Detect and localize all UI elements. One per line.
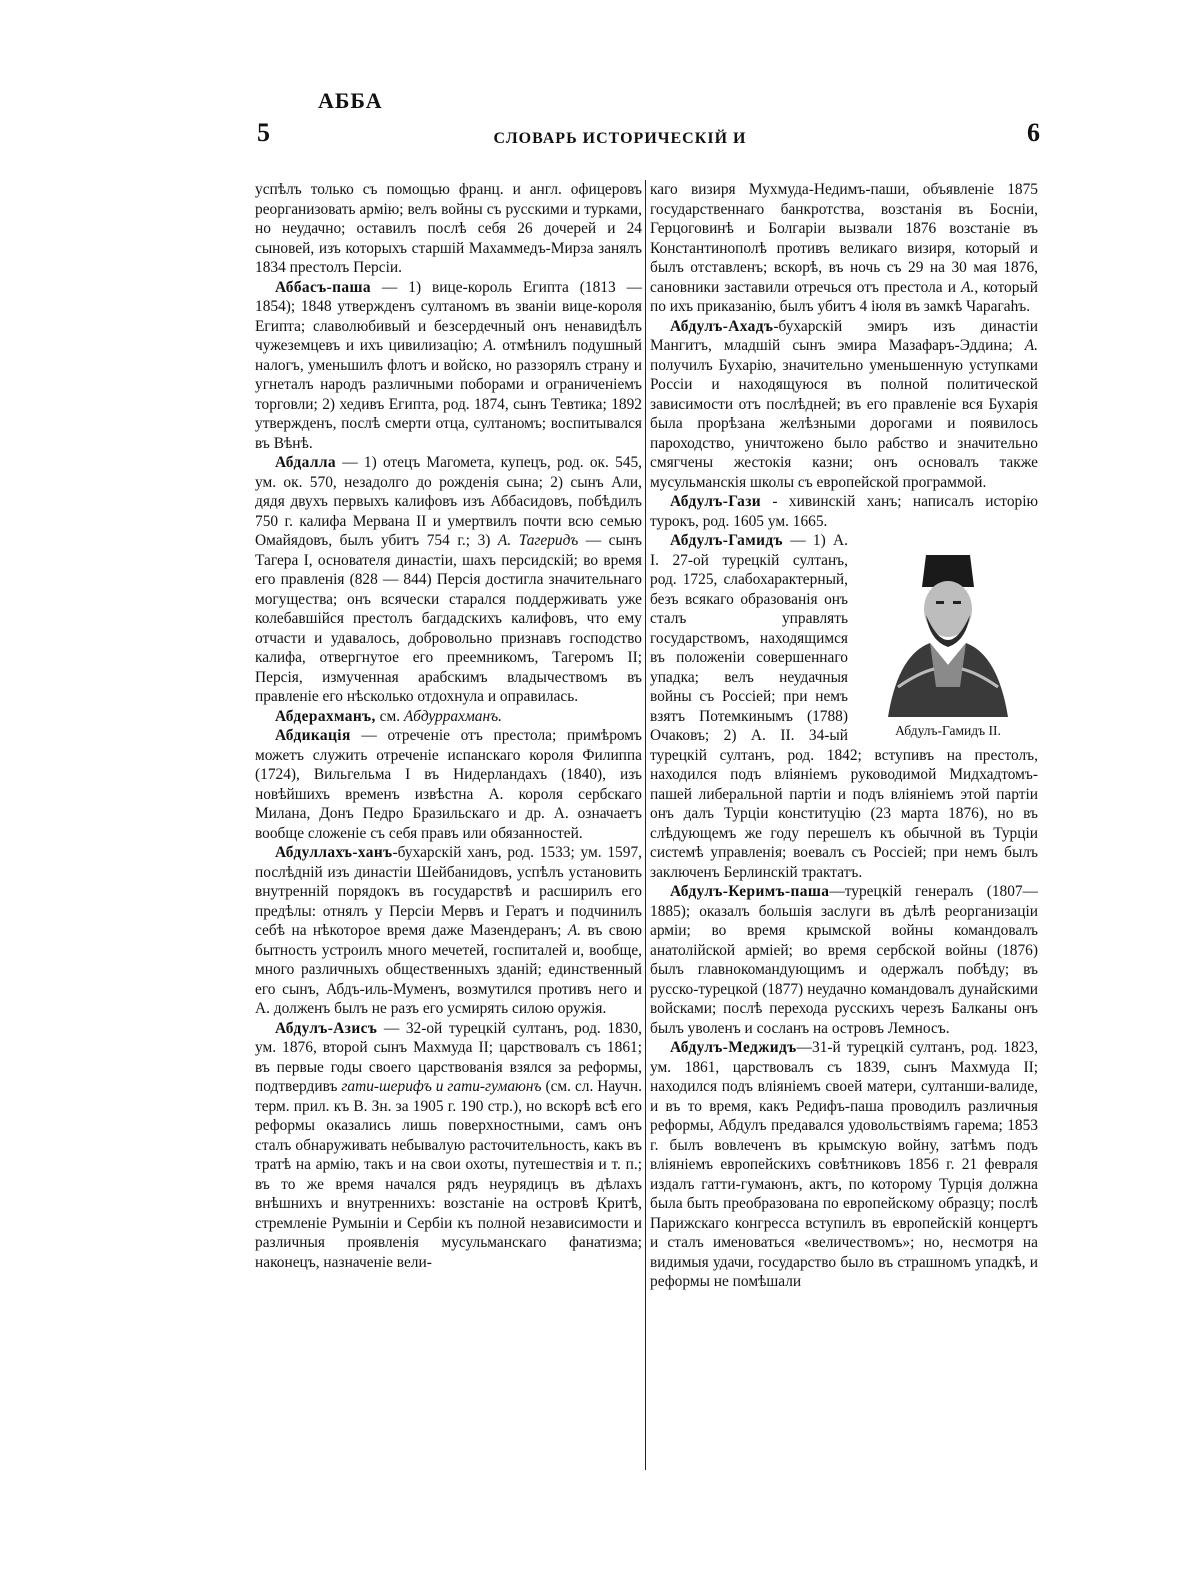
entry-text: въ свою бытность устроилъ много мечетей, госпиталей и, вообще, много различныхъ общественныхъ зданій; единственный его сынъ, Абдъ-иль-Муменъ, возмутился противъ него и А. долженъ былъ не разъ его усмирять силою оружія. bbox=[255, 922, 642, 1017]
entry-text: — отреченіе отъ престола; примѣромъ можетъ служить отреченіе испанскаго короля Филиппа (1724), Вильгельма I въ Нидерландахъ (1840), изъ новѣйшихъ временъ извѣстна А. короля сербскаго Милана, Донъ Педро Бразильскаго и др. А. означаетъ вообще сложеніе съ себя правъ или обязанностей. bbox=[255, 727, 642, 842]
headword: Аббасъ-паша bbox=[275, 278, 371, 296]
entry-abbrev: А. bbox=[1024, 337, 1038, 354]
right-column bbox=[650, 180, 1038, 1480]
column-divider bbox=[645, 180, 646, 1470]
entry-text: - хивинскій ханъ; написалъ исторію турокъ, род. 1605 ум. 1665. bbox=[650, 493, 1038, 530]
entry-text: — 32-ой турецкій султанъ, род. 1830, ум. 1876, второй сынъ Махмуда II; царствовалъ съ 1861; въ первые годы своего царствованія взялся за реформы, подтвердивъ bbox=[255, 1019, 642, 1095]
entry-text: см. bbox=[375, 707, 404, 725]
entry-abdul-ahad bbox=[650, 317, 1038, 493]
entry-abdul-kerim-pasha bbox=[650, 882, 1038, 1038]
entry-abderahman bbox=[255, 707, 642, 727]
headword: Абдуллахъ-ханъ bbox=[275, 844, 393, 861]
entry-continuation bbox=[650, 180, 1038, 317]
portrait-engraving-icon bbox=[868, 537, 1028, 717]
entry-text: -бухарскій эмиръ изъ династіи Мангитъ, младшій сынъ эмира Мазафаръ-Эддина; bbox=[650, 317, 1038, 354]
headword: Абдикація bbox=[275, 727, 351, 744]
entry-text: — сынъ Тагера I, основателя династіи, шахъ персидскій; во время его правленія (828 — 844) Персія достигла значительнаго могущества; онъ всячески старался поддерживать уже колебавшійся престолъ багдадскихъ калифовъ, что ему отчасти и удавалось, добровольно признавъ господство калифа, отвергнутое его преемникомъ, Тагеромъ II; Персія, измученная арабскимъ владычествомъ въ правленіе его нѣсколько отдохнула и оправилась. bbox=[255, 532, 642, 705]
headword: Абдулъ-Гамидъ bbox=[670, 532, 783, 549]
headword: Абдулъ-Керимъ-паша bbox=[670, 883, 830, 900]
entry-italic: гати-шерифъ и гати-гумаюнъ bbox=[341, 1078, 542, 1095]
cross-reference: Абдуррахманъ. bbox=[403, 707, 502, 725]
headword: Абдулъ-Ахадъ bbox=[670, 317, 774, 335]
entry-abbrev: А. bbox=[483, 337, 497, 354]
portrait-caption: Абдулъ-Гамидъ II. bbox=[895, 723, 1001, 738]
entry-text: получилъ Бухарію, значительно уменьшенную уступками Россіи и находящуюся въ полной политической зависимости отъ послѣдней; въ его правленіе вся Бухарія была прорѣзана желѣзными дорогами и появилось пароходство, уничтожено было рабство и значительно смягчены жестокія казни; онъ основалъ также мусульманскія школы съ европейской программой. bbox=[650, 356, 1038, 491]
entry-text: -бухарскій ханъ, род. 1533; ум. 1597, послѣдній изъ династіи Шейбанидовъ, успѣлъ установить внутренній порядокъ въ государствѣ и расширилъ его предѣлы: отнялъ у Персіи Мервъ и Гератъ и подчинилъ себѣ на нѣкоторое время даже Мазендеранъ; bbox=[255, 844, 642, 939]
entry-abbrev: А. bbox=[567, 922, 582, 939]
entry-text: каго визиря Мухмуда-Недимъ-паши, объявленіе 1875 государственнаго банкротства, возстанія въ Босніи, Герцоговинѣ и Болгаріи вызвали 1876 возстаніе въ Константинополѣ противъ великаго визиря, который и былъ отставленъ; вскорѣ, въ ночь съ 29 на 30 мая 1876, сановники заставили отречься отъ престола и bbox=[650, 181, 1038, 296]
running-head: АББА bbox=[318, 88, 383, 113]
entry-text: — 1) отецъ Магомета, купецъ, род. ок. 545, ум. ок. 570, незадолго до рожденія сына; 2) сынъ Али, дядя двухъ первыхъ калифовъ изъ Аббасидовъ, побѣдилъ 750 г. калифа Мервана II и умертвилъ почти всю семью Омайядовъ, былъ убитъ 754 г.; 3) bbox=[255, 454, 642, 549]
entry-italic: А. Тагеридъ bbox=[497, 532, 579, 549]
entry-text: , который по ихъ приказанію, былъ убитъ 4 іюля въ замкѣ Чарагаhъ. bbox=[650, 278, 1038, 315]
headword: Абдерахманъ, bbox=[275, 707, 376, 725]
entry-abdication bbox=[255, 726, 642, 843]
entry-abdul-medjid bbox=[650, 1038, 1038, 1292]
entry-text: —турецкій генералъ (1807—1885); оказалъ большія заслуги въ дѣлѣ реорганизаціи арміи; во время крымской войны командовалъ анатолійской арміей; во время сербской войны (1876) былъ главнокомандующимъ и одержалъ побѣду; въ русско-турецкой (1877) неудачно командовалъ дунайскими войсками; послѣ перехода русскихъ черезъ Балканы онъ былъ уволенъ и сосланъ на островъ Лемносъ. bbox=[650, 883, 1038, 1037]
entry-abdul-aziz bbox=[255, 1019, 642, 1273]
headword: Абдалла bbox=[275, 454, 337, 471]
entry-abdul-gazi bbox=[650, 492, 1038, 531]
entry-text: (см. сл. Научн. терм. прил. къ В. Зн. за 1905 г. 190 стр.), но вскорѣ всѣ его реформы оказались лишь поверхностными, самъ онъ сталъ обнаруживать небывалую расточительность, какъ въ тратѣ на армію, такъ и на свои охоты, путешествія и т. п.; въ то же время начался рядъ неурядицъ въ дѣлахъ внѣшнихъ и внутреннихъ: возстаніе на островѣ Критѣ, стремленіе Румыніи и Сербіи къ полной независимости и различныя проявленія мусульманскаго фанатизма; наконецъ, назначеніе вели- bbox=[255, 1078, 642, 1271]
entry-abdalla bbox=[255, 453, 642, 707]
headword: Абдулъ-Азисъ bbox=[275, 1019, 378, 1037]
entry-abbrev: А. bbox=[961, 278, 975, 296]
entry-abbas-pasha bbox=[255, 278, 642, 454]
header-title: СЛОВАРЬ ИСТОРИЧЕСКIЙ И bbox=[493, 130, 747, 147]
entry-text: — 1) вице-король Египта (1813 — 1854); 1848 утвержденъ султаномъ въ званіи вице-короля Египта; славолюбивый и безсердечный онъ ненавидѣлъ чужеземцевъ и ихъ цивилизацію; bbox=[255, 278, 642, 354]
entry-abdullah-khan bbox=[255, 843, 642, 1019]
entry-continuation: успѣлъ только съ помощью франц. и англ. офицеровъ реорганизовать армію; велъ войны съ русскими и турками, но неудачно; оставилъ послѣ себя 26 дочерей и 24 сыновей, изъ которыхъ старшій Махаммедъ-Мирза занялъ 1834 престолъ Персіи. bbox=[255, 181, 642, 276]
entry-abdul-gamid bbox=[650, 531, 1038, 882]
page-number-left: 5 bbox=[257, 118, 270, 147]
entry-text: — 1) А. I. 27-ой турецкій султанъ, род. 1725, слабохарактерный, безъ всякаго образованія онъ сталъ управлять государствомъ, находящимся въ положеніи совершеннаго упадка; велъ неудачныя войны съ Россіей; при немъ взятъ Потемкинымъ (1788) Очаковъ; 2) А. II. 34-ый турецкій султанъ, род. 1842; вступивъ на престолъ, находился подъ вліяніемъ руководимой Мидхадтомъ-пашей либеральной партіи и подъ вліяніемъ этой партіи онъ далъ Турціи конституцію (23 марта 1876), но въ слѣдующемъ же году перешелъ къ обычной въ Турціи системѣ управленія; воевалъ съ Россіей; при немъ былъ заключенъ Берлинскій трактатъ. bbox=[650, 532, 1038, 881]
headword: Абдулъ-Меджидъ bbox=[670, 1039, 797, 1056]
page-number-right: 6 bbox=[1027, 118, 1040, 147]
entry-text: отмѣнилъ подушный налогъ, уменьшилъ флотъ и войско, но раззорялъ страну и угнеталъ народъ различными поборами и ограниченіемъ торговли; 2) хедивъ Египта, род. 1874, сынъ Тевтика; 1892 утвержденъ, послѣ смерти отца, султаномъ; воспитывался въ Вѣнѣ. bbox=[255, 337, 642, 452]
headword: Абдулъ-Гази bbox=[670, 493, 762, 510]
left-column bbox=[255, 180, 642, 1480]
entry-text: —31-й турецкій султанъ, род. 1823, ум. 1861, царствовалъ съ 1839, сынъ Махмуда II; находился подъ вліяніемъ своей матери, султанши-валиде, и въ то время, какъ Редифъ-паша проводилъ различныя реформы, Абдулъ предавался удовольствіямъ гарема; 1853 г. былъ вовлеченъ въ крымскую войну, затѣмъ подъ вліяніемъ европейскихъ совѣтниковъ 1856 г. 21 февраля издалъ гатти-гумаюнъ, актъ, по которому Турція должна была быть преобразована по европейскому образцу; послѣ Парижскаго конгресса вступилъ въ европейскій концертъ и сталъ именоваться «величествомъ»; но, несмотря на видимыя удачи, государство было въ страшномъ упадкѣ, и реформы не помѣшали bbox=[650, 1039, 1038, 1290]
portrait-figure bbox=[858, 537, 1038, 741]
